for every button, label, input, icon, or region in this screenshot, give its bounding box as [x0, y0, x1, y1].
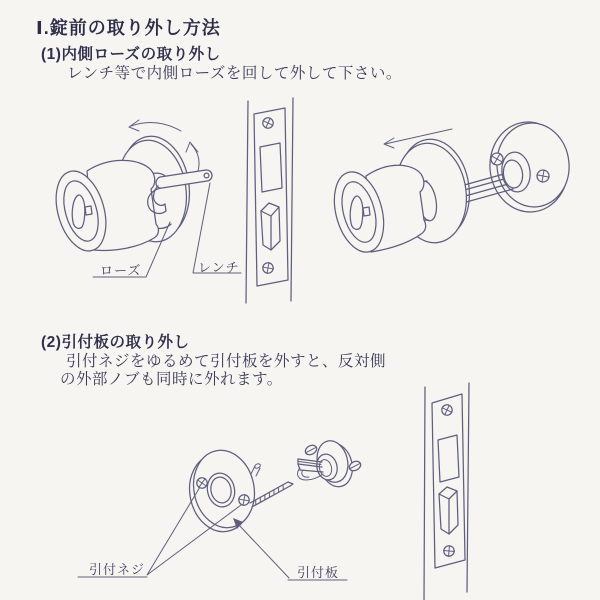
deadbolt-hole: [260, 143, 282, 192]
rotation-arrow-left: [129, 120, 181, 131]
section-2-number: (2): [41, 334, 62, 351]
screw-icon: [348, 459, 363, 472]
figure-door-edge-bottom: [424, 383, 469, 600]
page-title: Ⅰ.錠前の取り外し方法: [36, 18, 221, 38]
screw-icon: [304, 443, 319, 456]
faceplate: [254, 108, 288, 286]
figure-spindle-assembly: [298, 437, 363, 490]
wrench-label: レンチ: [198, 260, 240, 275]
figure-door-edge-top: [246, 98, 293, 303]
mounting-plate-label: 引付板: [297, 565, 340, 580]
mounting-screw-label: 引付ネジ: [89, 562, 146, 577]
rose-label: ローズ: [100, 263, 142, 278]
section-1-number: (1): [41, 46, 62, 63]
thumbturn-slot: [350, 196, 363, 229]
section-2-body-line-1: 引付ネジをゆるめて引付板を外すと、反対側: [66, 353, 387, 370]
section-1-heading: (1)内側ローズの取り外し: [41, 46, 221, 63]
screw-icon: [443, 545, 455, 557]
figure-knob-exploded: [326, 118, 573, 257]
figure-knob-with-wrench: [48, 120, 241, 277]
faceplate: [432, 394, 465, 568]
section-2-heading: (2)引付板の取り外し: [41, 334, 190, 351]
thumbturn-slot: [72, 195, 85, 228]
mounting-plate-label-leader: [238, 524, 289, 578]
deadbolt-hole: [438, 435, 459, 482]
mounting-screw: [250, 482, 293, 507]
section-2-body-line-2: の外部ノブも同時に外れます。: [60, 371, 283, 388]
latch-bolt: [439, 487, 458, 534]
section-1-body-line-1: レンチ等で内側ローズを回して外して下さい。: [67, 65, 402, 82]
alignment-pin: [251, 463, 261, 476]
latch-bolt: [261, 203, 280, 250]
